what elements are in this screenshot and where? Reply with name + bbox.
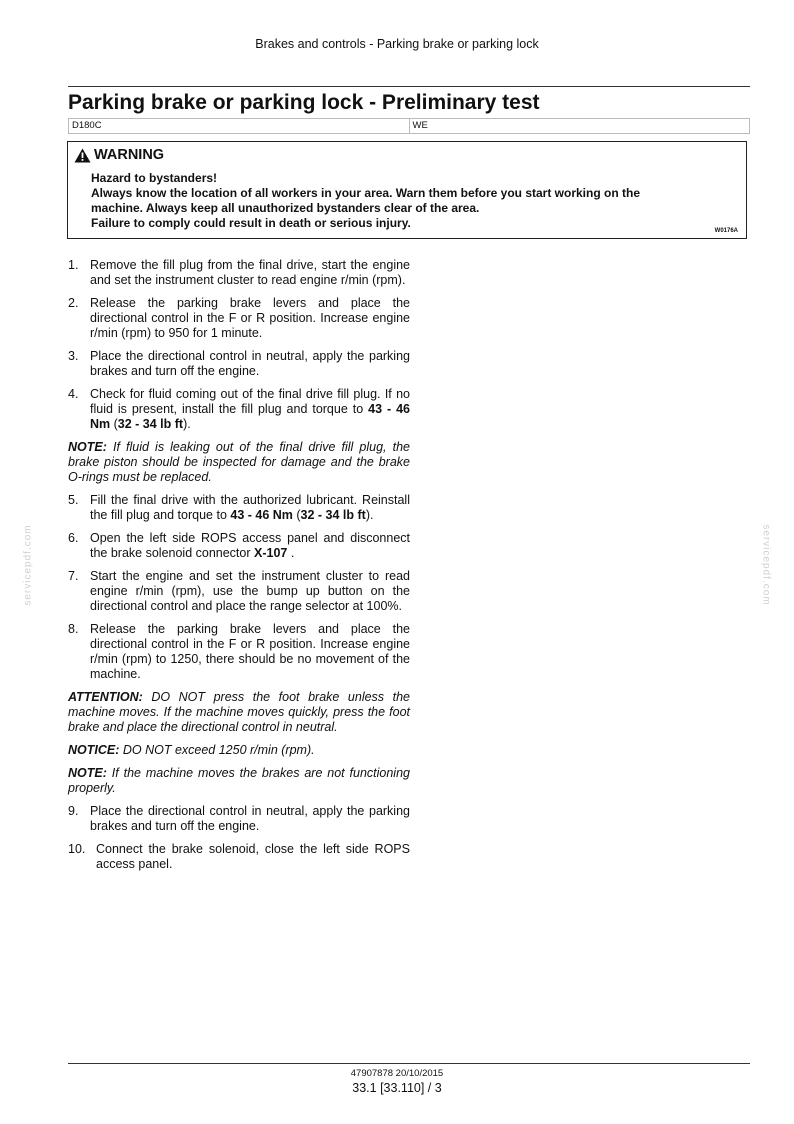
step-number: 1.: [68, 258, 79, 272]
note-text: If fluid is leaking out of the final drive fill plug, the brake piston should be inspected for damage and the brake O-rings must be replaced.: [68, 440, 410, 484]
note: [68, 766, 410, 796]
warning-body: [91, 171, 737, 231]
step-text: Place the directional control in neutral, apply the parking brakes and turn off the engine.: [90, 349, 410, 378]
step-3: [68, 349, 410, 379]
step-number: 5.: [68, 493, 79, 507]
step-text-part: Fill the final drive with the authorized lubricant. Reinstall the fill plug and torque to: [90, 493, 410, 522]
step-number: 10.: [68, 842, 86, 856]
notice-label: NOTICE:: [68, 743, 120, 757]
step-8: [68, 622, 410, 682]
warning-line: Failure to comply could result in death or serious injury.: [91, 216, 411, 230]
step-number: 4.: [68, 387, 79, 401]
step-number: 3.: [68, 349, 79, 363]
warning-code: W0176A: [714, 228, 738, 234]
note-text: If the machine moves the brakes are not functioning properly.: [68, 766, 410, 795]
step-number: 8.: [68, 622, 79, 636]
footer-doc-id: 47907878 20/10/2015: [350, 1068, 444, 1079]
attention-note: [68, 690, 410, 735]
step-text: [90, 493, 410, 523]
watermark-left: servicepdf.com: [22, 524, 34, 606]
step-text: Start the engine and set the instrument cluster to read engine r/min (rpm), use the bump up button on the directional control and place the range selector at 100%.: [90, 569, 410, 613]
step-text: Place the directional control in neutral, apply the parking brakes and turn off the engine.: [90, 804, 410, 833]
warning-line: Hazard to bystanders!: [91, 171, 218, 185]
warning-triangle-icon: [74, 148, 91, 163]
model-cell: D180C: [72, 120, 102, 131]
notice-note: [68, 743, 410, 758]
torque-value-imperial: 32 - 34 lb ft: [300, 508, 366, 522]
warning-line: machine. Always keep all unauthorized bystanders clear of the area.: [91, 201, 480, 215]
region-cell: WE: [409, 119, 750, 133]
step-6: [68, 531, 410, 561]
step-text-part: (: [110, 417, 118, 431]
warning-label: WARNING: [94, 147, 165, 163]
warning-header: [74, 147, 164, 163]
running-header: Brakes and controls - Parking brake or parking lock: [255, 37, 539, 51]
step-5: [68, 493, 410, 523]
step-text: Connect the brake solenoid, close the left side ROPS access panel.: [96, 842, 410, 871]
step-text-part: ).: [183, 417, 191, 431]
step-4: [68, 387, 410, 432]
step-number: 6.: [68, 531, 79, 545]
step-7: [68, 569, 410, 614]
model-bar: [68, 118, 750, 134]
torque-value-imperial: 32 - 34 lb ft: [117, 417, 184, 431]
attention-label: ATTENTION:: [68, 690, 143, 704]
note-label: NOTE:: [68, 766, 107, 780]
step-2: [68, 296, 410, 341]
step-text-part: .: [287, 546, 295, 560]
note-label: NOTE:: [68, 440, 107, 454]
step-number: 2.: [68, 296, 79, 310]
step-text: [90, 531, 410, 561]
step-9: [68, 804, 410, 834]
step-number: 7.: [68, 569, 79, 583]
procedure-content: [68, 258, 410, 880]
footer-divider: [68, 1063, 750, 1064]
notice-text: DO NOT exceed 1250 r/min (rpm).: [119, 743, 315, 757]
step-text: [90, 387, 410, 432]
note: [68, 440, 410, 485]
step-text-part: ).: [365, 508, 374, 522]
connector-id: X-107: [254, 546, 288, 560]
step-number: 9.: [68, 804, 79, 818]
page-title: Parking brake or parking lock - Preliminary test: [68, 86, 750, 115]
step-text: Release the parking brake levers and place the directional control in the F or R position. Increase engine r/min (rpm) to 1250, there should be no movement of the machine.: [90, 622, 410, 681]
warning-box: [67, 141, 747, 239]
torque-value: 43 - 46 Nm: [230, 508, 293, 522]
torque-value: 43 - 46 Nm: [90, 402, 410, 431]
step-10: [68, 842, 410, 872]
step-text-part: Open the left side ROPS access panel and disconnect the brake solenoid connector: [90, 531, 410, 560]
step-text-part: (: [292, 508, 301, 522]
step-text: Remove the fill plug from the final drive, start the engine and set the instrument cluster to read engine r/min (rpm).: [90, 258, 410, 287]
step-1: [68, 258, 410, 288]
warning-line: Always know the location of all workers in your area. Warn them before you start working on the: [91, 186, 640, 200]
footer-page-number: 33.1 [33.110] / 3: [352, 1081, 442, 1095]
step-text: Release the parking brake levers and place the directional control in the F or R position. Increase engine r/min (rpm) to 950 for 1 minute.: [90, 296, 410, 340]
watermark-right: servicepdf.com: [760, 524, 772, 606]
attention-text: DO NOT press the foot brake unless the machine moves. If the machine moves quickly, press the foot brake and place the directional control in neutral.: [68, 690, 410, 734]
step-text-part: Check for fluid coming out of the final drive fill plug. If no fluid is present, install the fill plug and torque to: [90, 387, 410, 416]
